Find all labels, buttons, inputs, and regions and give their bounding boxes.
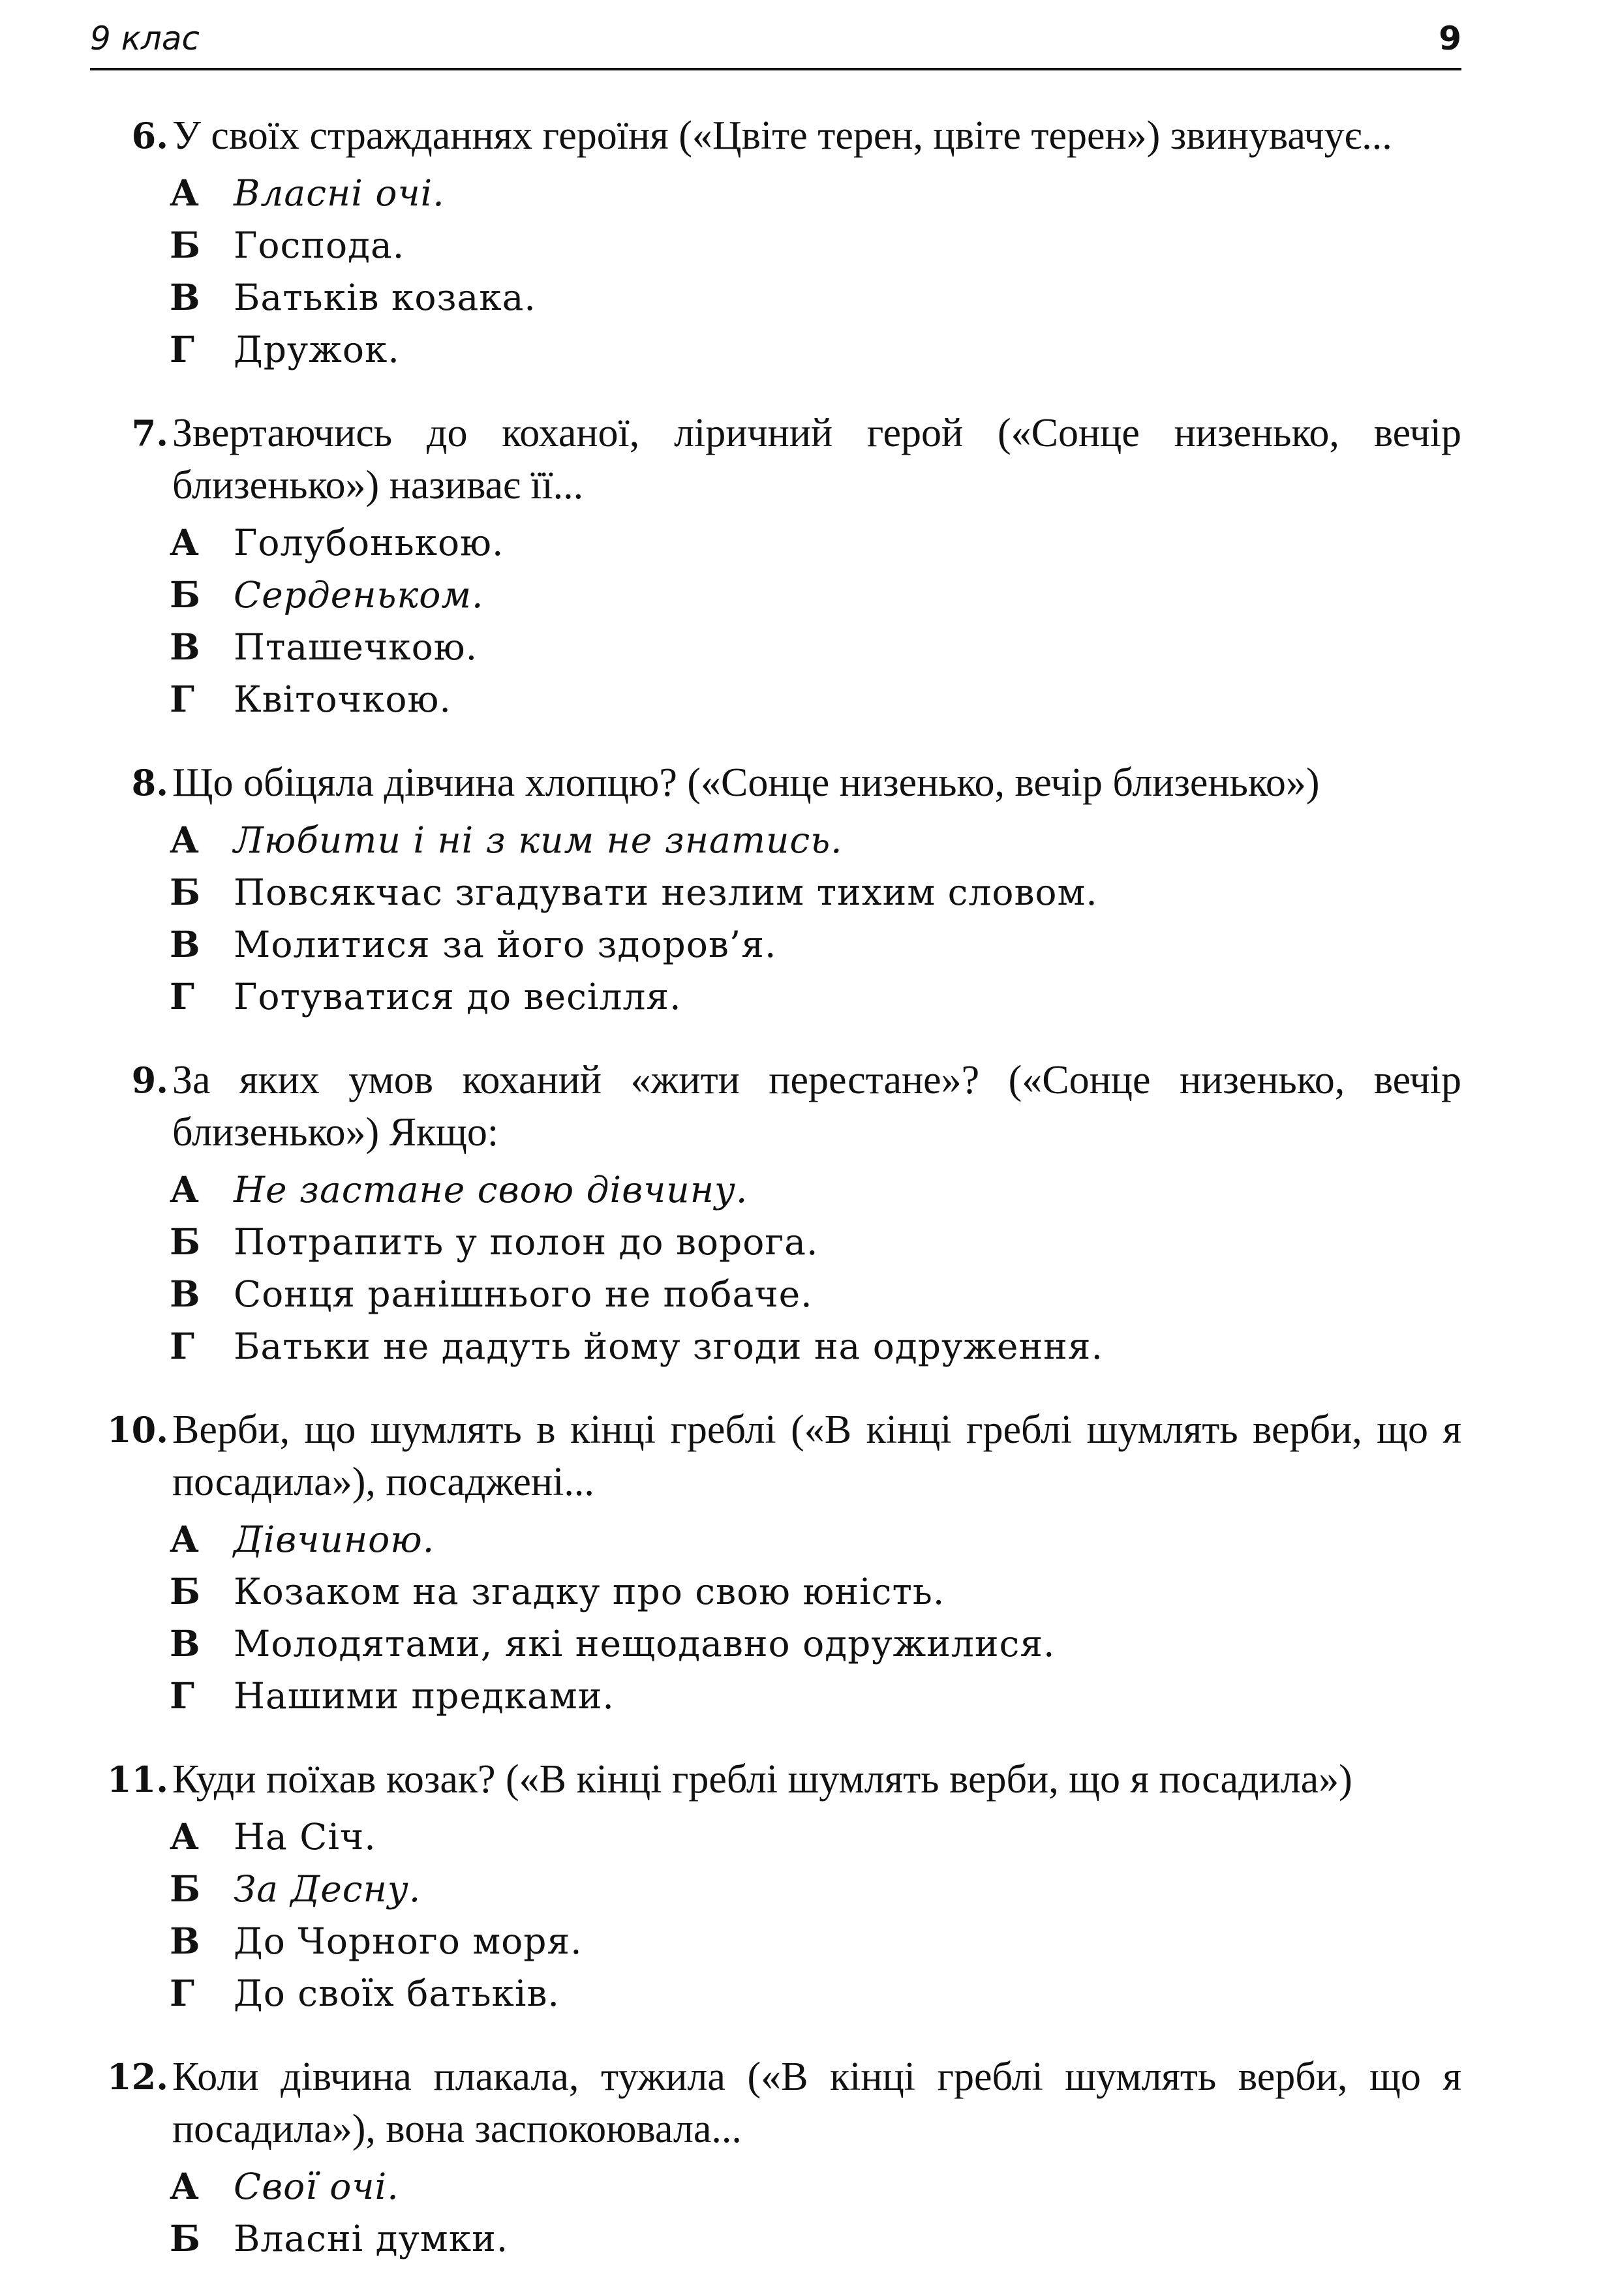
answer-options <box>90 1513 1461 1722</box>
option-text: Батьків козака. <box>234 277 536 318</box>
option-text-correct: Свої очі. <box>234 2166 399 2207</box>
option-letter: В <box>170 276 201 318</box>
option-letter: Г <box>170 1325 195 1367</box>
question-stem <box>90 1054 1461 1158</box>
answer-options <box>90 2160 1461 2265</box>
question-text: Звертаючись до коханої, ліричний герой («Сонце низенько, вечір близенько») називає її... <box>172 411 1461 507</box>
question-number: 12. <box>107 2056 168 2098</box>
grade-label: 9 клас <box>90 20 200 57</box>
option-text: Молодятами, які нещодавно одружилися. <box>234 1623 1056 1665</box>
option-letter: Б <box>170 1570 201 1612</box>
option-letter: Г <box>170 1674 195 1717</box>
option-letter: А <box>170 1815 200 1858</box>
answer-options <box>90 167 1461 376</box>
option-letter: А <box>170 2165 200 2207</box>
option-letter: В <box>170 626 201 668</box>
answer-option <box>90 1216 1461 1268</box>
answer-option <box>90 219 1461 271</box>
option-text-correct: Серденьком. <box>234 574 484 616</box>
option-letter: Г <box>170 678 195 720</box>
option-letter: Г <box>170 975 195 1018</box>
question-item <box>90 110 1461 376</box>
option-letter: Г <box>170 1972 195 2014</box>
answer-option <box>90 1320 1461 1372</box>
answer-option <box>90 673 1461 725</box>
option-letter: А <box>170 1518 200 1560</box>
answer-option <box>90 1863 1461 1915</box>
option-letter: А <box>170 172 200 214</box>
page-number: 9 <box>1439 20 1461 57</box>
answer-option <box>90 2160 1461 2213</box>
question-item <box>90 757 1461 1023</box>
answer-option <box>90 569 1461 621</box>
option-text-correct: Дівчиною. <box>234 1518 435 1560</box>
option-text: Потрапить у полон до ворога. <box>234 1221 819 1263</box>
option-letter: Б <box>170 573 201 616</box>
option-letter: Б <box>170 2217 201 2259</box>
option-text: Повсякчас згадувати незлим тихим словом. <box>234 871 1098 913</box>
option-text: Квіточкою. <box>234 678 451 720</box>
option-text: Нашими предками. <box>234 1675 615 1717</box>
answer-options <box>90 1164 1461 1372</box>
answer-option <box>90 621 1461 673</box>
question-stem <box>90 407 1461 511</box>
running-header <box>90 14 1461 70</box>
option-letter: А <box>170 819 200 861</box>
option-text: Пташечкою. <box>234 626 478 668</box>
question-list <box>90 110 1461 2265</box>
option-letter: Б <box>170 1867 201 1910</box>
option-letter: А <box>170 1168 200 1211</box>
question-number: 8. <box>131 762 168 804</box>
question-stem <box>90 1404 1461 1508</box>
option-text: Власні думки. <box>234 2218 509 2259</box>
option-text: Сонця ранішнього не побаче. <box>234 1273 813 1315</box>
answer-option <box>90 1618 1461 1670</box>
option-letter: Б <box>170 1220 201 1263</box>
answer-option <box>90 271 1461 324</box>
option-text-correct: Любити і ні з ким не знатись. <box>234 819 843 861</box>
question-number: 7. <box>131 412 168 454</box>
option-text-correct: Не застане свою дівчину. <box>234 1169 748 1211</box>
question-text: Коли дівчина плакала, тужила («В кінці греблі шумлять верби, що я посадила»), вона заспокоювала... <box>172 2055 1461 2151</box>
answer-option <box>90 866 1461 918</box>
question-text: Що обіцяла дівчина хлопцю? («Сонце низенько, вечір близенько») <box>172 761 1320 805</box>
question-text: Верби, що шумлять в кінці греблі («В кінці греблі шумлять верби, що я посадила»), посаджені... <box>172 1408 1461 1504</box>
answer-option <box>90 971 1461 1023</box>
option-text: Козаком на згадку про свою юність. <box>234 1571 945 1612</box>
answer-option <box>90 1565 1461 1618</box>
option-letter: В <box>170 1920 201 1962</box>
option-text: Молитися за його здоров’я. <box>234 924 777 965</box>
option-text: Батьки не дадуть йому згоди на одруження. <box>234 1325 1103 1367</box>
question-text: Куди поїхав козак? («В кінці греблі шумлять верби, що я посадила») <box>172 1757 1352 1802</box>
question-text: За яких умов коханий «жити перестане»? («Сонце низенько, вечір близенько») Якщо: <box>172 1058 1461 1155</box>
option-text: Господа. <box>234 224 405 266</box>
question-number: 10. <box>107 1409 168 1451</box>
answer-options <box>90 1811 1461 2019</box>
question-stem <box>90 2051 1461 2155</box>
answer-option <box>90 1268 1461 1320</box>
answer-option <box>90 1915 1461 1967</box>
textbook-page <box>90 14 1461 2296</box>
answer-option <box>90 814 1461 866</box>
option-letter: Б <box>170 871 201 913</box>
option-text-correct: Власні очі. <box>234 172 445 214</box>
question-text: У своїх стражданнях героїня («Цвіте терен, цвіте терен») звинувачує... <box>172 113 1392 158</box>
question-item <box>90 1404 1461 1722</box>
option-letter: Б <box>170 224 201 266</box>
option-letter: В <box>170 923 201 965</box>
option-text-correct: За Десну. <box>234 1868 421 1910</box>
answer-option <box>90 1967 1461 2019</box>
answer-option <box>90 918 1461 971</box>
question-stem <box>90 757 1461 809</box>
question-number: 11. <box>107 1759 168 1800</box>
question-number: 9. <box>131 1059 168 1101</box>
answer-option <box>90 1811 1461 1863</box>
answer-options <box>90 814 1461 1023</box>
answer-option <box>90 2213 1461 2265</box>
option-text: Голубонькою. <box>234 522 504 564</box>
question-item <box>90 1753 1461 2019</box>
answer-option <box>90 1513 1461 1565</box>
option-text: Готуватися до весілля. <box>234 976 682 1018</box>
option-letter: Г <box>170 328 195 370</box>
answer-option <box>90 1670 1461 1722</box>
answer-option <box>90 324 1461 376</box>
option-text: До своїх батьків. <box>234 1972 560 2014</box>
answer-options <box>90 517 1461 725</box>
option-text: Дружок. <box>234 329 400 370</box>
option-letter: В <box>170 1622 201 1665</box>
answer-option <box>90 517 1461 569</box>
answer-option <box>90 167 1461 219</box>
question-stem <box>90 1753 1461 1805</box>
question-number: 6. <box>131 115 168 157</box>
option-letter: В <box>170 1273 201 1315</box>
option-text: До Чорного моря. <box>234 1920 583 1962</box>
question-stem <box>90 110 1461 162</box>
question-item <box>90 1054 1461 1372</box>
question-item <box>90 407 1461 725</box>
answer-option <box>90 1164 1461 1216</box>
option-text: На Січ. <box>234 1816 376 1858</box>
question-item <box>90 2051 1461 2265</box>
option-letter: А <box>170 521 200 564</box>
